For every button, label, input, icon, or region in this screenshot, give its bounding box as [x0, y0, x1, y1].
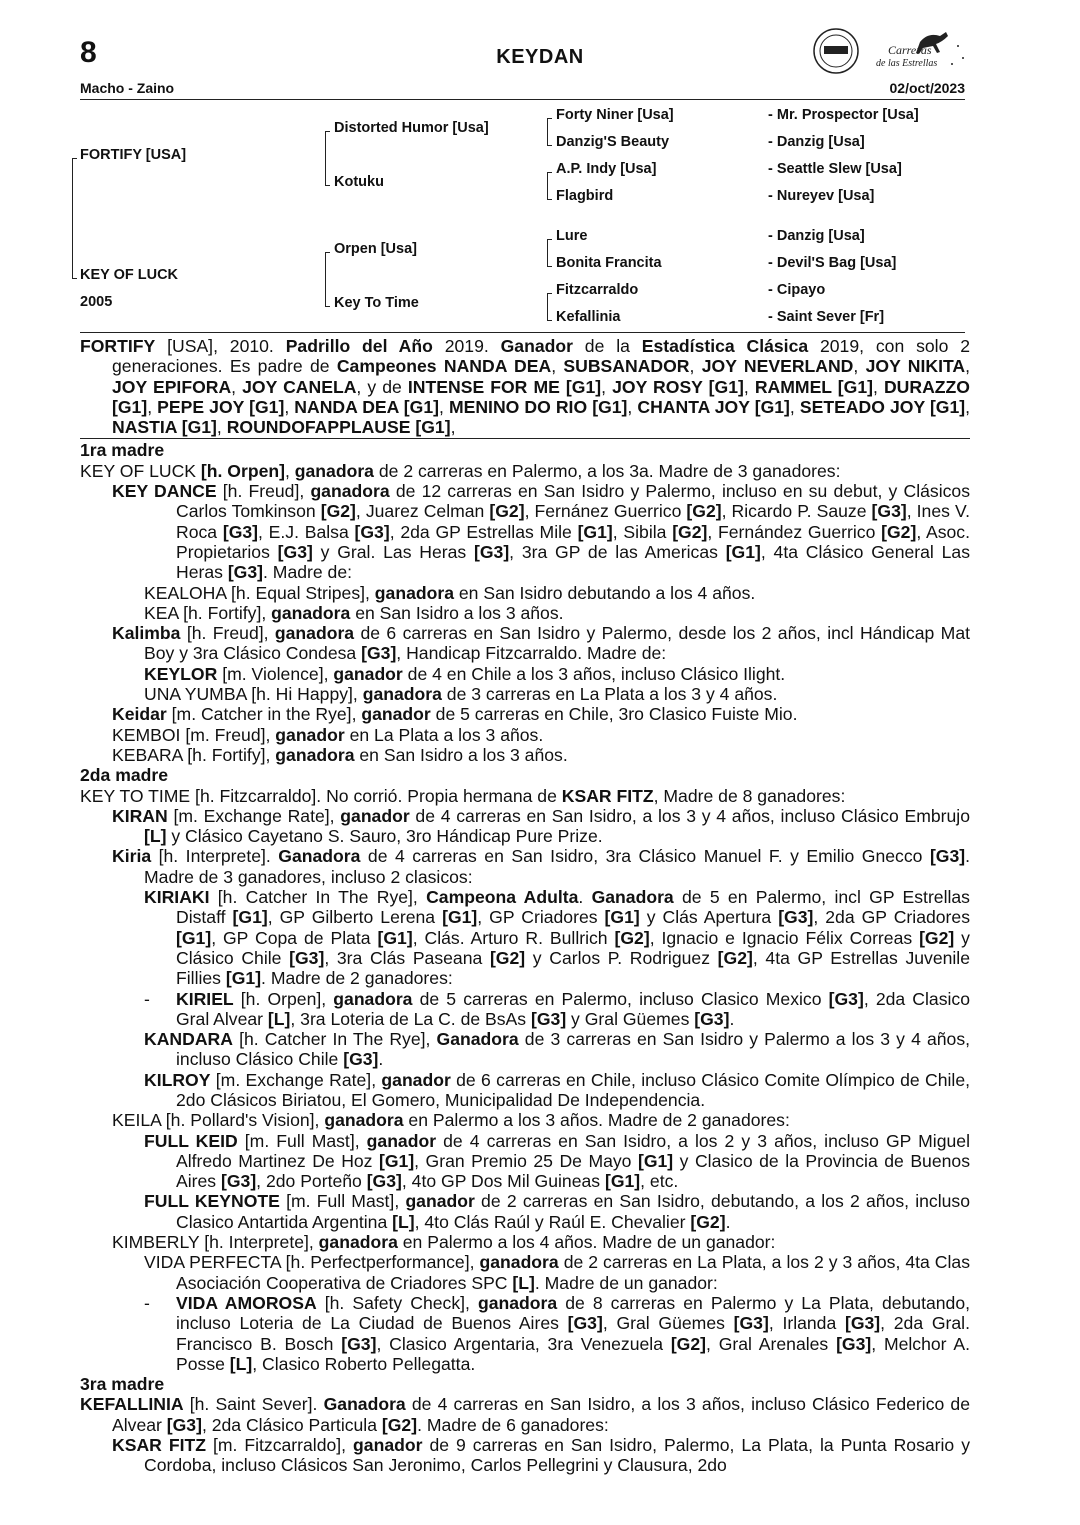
ped-tick: [547, 145, 552, 146]
ped-g3-4: Flagbird: [556, 188, 614, 204]
offspring-key-dance: KEY DANCE [h. Freud], ganadora de 12 carreras en San Isidro y Palermo, incluso en su debut, y Clásicos Carlos Tomkinson [G2], Juarez Celman [G2], Fernánez Guerrico [G2], Ricardo P. Sauze [G3], Ines V. Roca [G3], E.J. Balsa [G3], 2da GP Estrellas Mile [G1], Sibila [G2], Fernández Guerrico [G2], Asoc. Propietarios [G3] y Gral. Las Heras [G3], 3ra GP de las Americas [G1], 4ta Clásico General Las Heras [G3]. Madre de:: [112, 481, 970, 583]
offspring-keila: KEILA [h. Pollard's Vision], ganadora en Palermo a los 3 años. Madre de 2 ganadores:: [112, 1110, 790, 1131]
ped-g4-2: - Danzig [Usa]: [768, 134, 865, 150]
ped-line-g2a: [325, 131, 326, 185]
ped-line-g3: [547, 118, 548, 145]
offspring-kandara: KANDARA [h. Catcher In The Rye], Ganadora de 3 carreras en San Isidro y Palermo a los 3 y 4 años, incluso Clásico Chile [G3].: [144, 1029, 970, 1070]
offspring-kiriaki: KIRIAKI [h. Catcher In The Rye], Campeona Adulta. Ganadora de 5 en Palermo, incl GP Estrellas Distaff [G1], GP Gilberto Lerena [G1], GP Criadores [G1] y Clás Apertura [G3], 2da GP Criadores [G1], GP Copa de Plata [G1], Clás. Arturo R. Bullrich [G2], Ignacio e Ignacio Félix Correas [G2] y Clásico Chile [G3], 3ra Clás Paseana [G2] y Carlos P. Rodriguez [G2], 4ta GP Estrellas Juvenile Fillies [G1]. Madre de 2 ganadores:: [144, 887, 970, 989]
ped-tick: [325, 306, 330, 307]
offspring-kea: KEA [h. Fortify], ganadora en San Isidro a los 3 años.: [144, 602, 564, 623]
section-1ra-madre: 1ra madre: [80, 440, 165, 461]
ped-tick: [547, 118, 552, 119]
catalog-date: 02/oct/2023: [889, 80, 965, 96]
offspring-keylor: KEYLOR [m. Violence], ganador de 4 en Chile a los 3 años, incluso Clásico Ilight.: [144, 663, 786, 684]
ped-dam-year: 2005: [80, 294, 113, 310]
carreras-estrellas-logo: [808, 24, 968, 78]
ped-tick: [547, 199, 552, 200]
ped-tick: [325, 131, 330, 132]
offspring-kemboi: KEMBOI [m. Freud], ganador en La Plata a los 3 años.: [112, 724, 544, 745]
ped-tick: [72, 278, 77, 279]
ped-g4-7: - Cipayo: [768, 282, 826, 298]
sex-coat: Macho - Zaino: [80, 80, 175, 96]
ped-g3-7: Fitzcarraldo: [556, 282, 639, 298]
offspring-kalimba: Kalimba [h. Freud], ganadora de 6 carreras en San Isidro y Palermo, desde los 2 años, incl Hándicap Mat Boy y 3ra Clásico Condesa [G3], Handicap Fitzcarraldo. Madre de:: [112, 623, 971, 664]
ped-line-main: [72, 158, 73, 278]
ped-g4-5: - Danzig [Usa]: [768, 228, 865, 244]
ped-g3-5: Lure: [556, 228, 588, 244]
third-dam-paragraph: KEFALLINIA [h. Saint Sever]. Ganadora de 4 carreras en San Isidro, a los 3 años, incluso Clásico Federico de Alvear [G3], 2da Clásico Particula [G2]. Madre de 6 ganadores:: [80, 1394, 971, 1435]
ped-tick: [547, 239, 552, 240]
ped-g3-3: A.P. Indy [Usa]: [556, 161, 657, 177]
svg-text:Carreras: Carreras: [888, 43, 932, 57]
ped-line-g2b: [325, 252, 326, 306]
offspring-una-yumba: UNA YUMBA [h. Hi Happy], ganadora de 3 carreras en La Plata a los 3 y 4 años.: [144, 684, 778, 705]
horse-name: KEYDAN: [496, 46, 584, 68]
section-rule: [80, 438, 970, 439]
offspring-kiria: Kiria [h. Interprete]. Ganadora de 4 carreras en San Isidro, 3ra Clásico Manuel F. y Emilio Gnecco [G3]. Madre de 3 ganadores, incluso 2 clasicos:: [112, 846, 971, 887]
ped-g2-4: Key To Time: [334, 295, 419, 311]
ped-g4-3: - Seattle Slew [Usa]: [768, 161, 902, 177]
header-rule: [80, 99, 965, 100]
ped-g4-4: - Nureyev [Usa]: [768, 188, 875, 204]
pedigree-rule: [80, 332, 965, 333]
ped-dam: KEY OF LUCK: [80, 267, 179, 283]
ped-line-g3: [547, 293, 548, 320]
ped-g2-3: Orpen [Usa]: [334, 241, 417, 257]
ped-line-g3: [547, 172, 548, 199]
ped-g3-2: Danzig'S Beauty: [556, 134, 670, 150]
ped-g4-1: - Mr. Prospector [Usa]: [768, 107, 919, 123]
ped-tick: [547, 172, 552, 173]
ped-tick: [547, 293, 552, 294]
offspring-vida-amorosa: - VIDA AMOROSA [h. Safety Check], ganadora de 8 carreras en Palermo y La Plata, debutando, incluso Loteria de La Ciudad de Buenos Aires [G3], Gral Güemes [G3], Irlanda [G3], 2da Gral. Francisco B. Bosch [G3], Clasico Argentaria, 3ra Venezuela [G2], Gral Arenales [G3], Melchor A. Posse [L], Clasico Roberto Pellegatta.: [144, 1292, 971, 1374]
offspring-kilroy: KILROY [m. Exchange Rate], ganador de 6 carreras en Chile, incluso Clásico Comite Olímpico de Chile, 2do Clásicos Biriatou, El Gomero, Municipalidad De Independencia.: [144, 1069, 970, 1110]
ped-tick: [72, 158, 77, 159]
ped-tick: [325, 252, 330, 253]
offspring-kiran: KIRAN [m. Exchange Rate], ganador de 4 carreras en San Isidro, a los 3 y 4 años, incluso Clásico Embrujo [L] y Clásico Cayetano S. Sauro, 3ro Hándicap Pure Prize.: [112, 805, 970, 847]
page-number: 8: [80, 36, 97, 69]
ped-tick: [325, 185, 330, 186]
ped-g4-6: - Devil'S Bag [Usa]: [768, 255, 897, 271]
svg-text:de las Estrellas: de las Estrellas: [876, 58, 938, 69]
ped-g2-1: Distorted Humor [Usa]: [334, 120, 489, 136]
offspring-full-keid: FULL KEID [m. Full Mast], ganador de 4 carreras en San Isidro, a los 2 y 3 años, incluso GP Miguel Alfredo Martinez De Hoz [G1], Gran Premio 25 De Mayo [G1] y Clasico de la Provincia de Buenos Aires [G3], 2do Porteño [G3], 4to GP Dos Mil Guineas [G1], etc.: [144, 1130, 970, 1192]
ped-line-g3: [547, 239, 548, 266]
granddam-paragraph: KEY TO TIME [h. Fitzcarraldo]. No corrió. Propia hermana de KSAR FITZ, Madre de 8 ganadores:: [80, 785, 846, 806]
ped-tick: [547, 266, 552, 267]
offspring-keidar: Keidar [m. Catcher in the Rye], ganador de 5 carreras en Chile, 3ro Clasico Fuiste Mio.: [112, 704, 798, 725]
section-2da-madre: 2da madre: [80, 765, 169, 786]
offspring-full-keynote: FULL KEYNOTE [m. Full Mast], ganador de 2 carreras en San Isidro, debutando, a los 2 años, incluso Clasico Antartida Argentina [L], 4to Clás Raúl y Raúl E. Chevalier [G2].: [144, 1191, 970, 1232]
dam-paragraph: KEY OF LUCK [h. Orpen], ganadora de 2 carreras en Palermo, a los 3a. Madre de 3 ganadores:: [80, 460, 841, 481]
offspring-kiriel: - KIRIEL [h. Orpen], ganadora de 5 carreras en Palermo, incluso Clasico Mexico [G3], 2da Clasico Gral Alvear [L], 3ra Loteria de La C. de BsAs [G3] y Gral Güemes [G3].: [144, 988, 970, 1029]
ped-g3-6: Bonita Francita: [556, 255, 662, 271]
offspring-vida-perfecta: VIDA PERFECTA [h. Perfectperformance], ganadora de 2 carreras en La Plata, a los 2 y 3 años, 4ta Clas Asociación Cooperativa de Criadores SPC [L]. Madre de un ganador:: [144, 1252, 970, 1293]
ped-g2-2: Kotuku: [334, 174, 384, 190]
ped-tick: [547, 320, 552, 321]
section-3ra-madre: 3ra madre: [80, 1374, 165, 1395]
offspring-ksar-fitz: KSAR FITZ [m. Fitzcarraldo], ganador de 9 carreras en San Isidro, Palermo, La Plata, la Punta Rosario y Cordoba, incluso Clásicos San Jeronimo, Carlos Pellegrini y Clausura, 2do: [112, 1435, 970, 1476]
catalog-text: [80, 336, 970, 1476]
ped-sire: FORTIFY [USA]: [80, 147, 187, 163]
ped-g4-8: - Saint Sever [Fr]: [768, 309, 885, 325]
sire-paragraph: FORTIFY [USA], 2010. Padrillo del Año 2019. Ganador de la Estadística Clásica 2019, con solo 2 generaciones. Es padre de Campeones NANDA DEA, SUBSANADOR, JOY NEVERLAND, JOY NIKITA, JOY EPIFORA, JOY CANELA, y de INTENSE FOR ME [G1], JOY ROSY [G1], RAMMEL [G1], DURAZZO [G1], PEPE JOY [G1], NANDA DEA [G1], MENINO DO RIO [G1], CHANTA JOY [G1], SETEADO JOY [G1], NASTIA [G1], ROUNDOFAPPLAUSE [G1],: [80, 336, 971, 438]
ped-g3-8: Kefallinia: [556, 309, 621, 325]
offspring-kealoha: KEALOHA [h. Equal Stripes], ganadora en San Isidro debutando a los 4 años.: [144, 582, 756, 603]
offspring-kebara: KEBARA [h. Fortify], ganadora en San Isidro a los 3 años.: [112, 744, 568, 765]
offspring-kimberly: KIMBERLY [h. Interprete], ganadora en Palermo a los 4 años. Madre de un ganador:: [112, 1232, 776, 1253]
ped-g3-1: Forty Niner [Usa]: [556, 107, 674, 123]
